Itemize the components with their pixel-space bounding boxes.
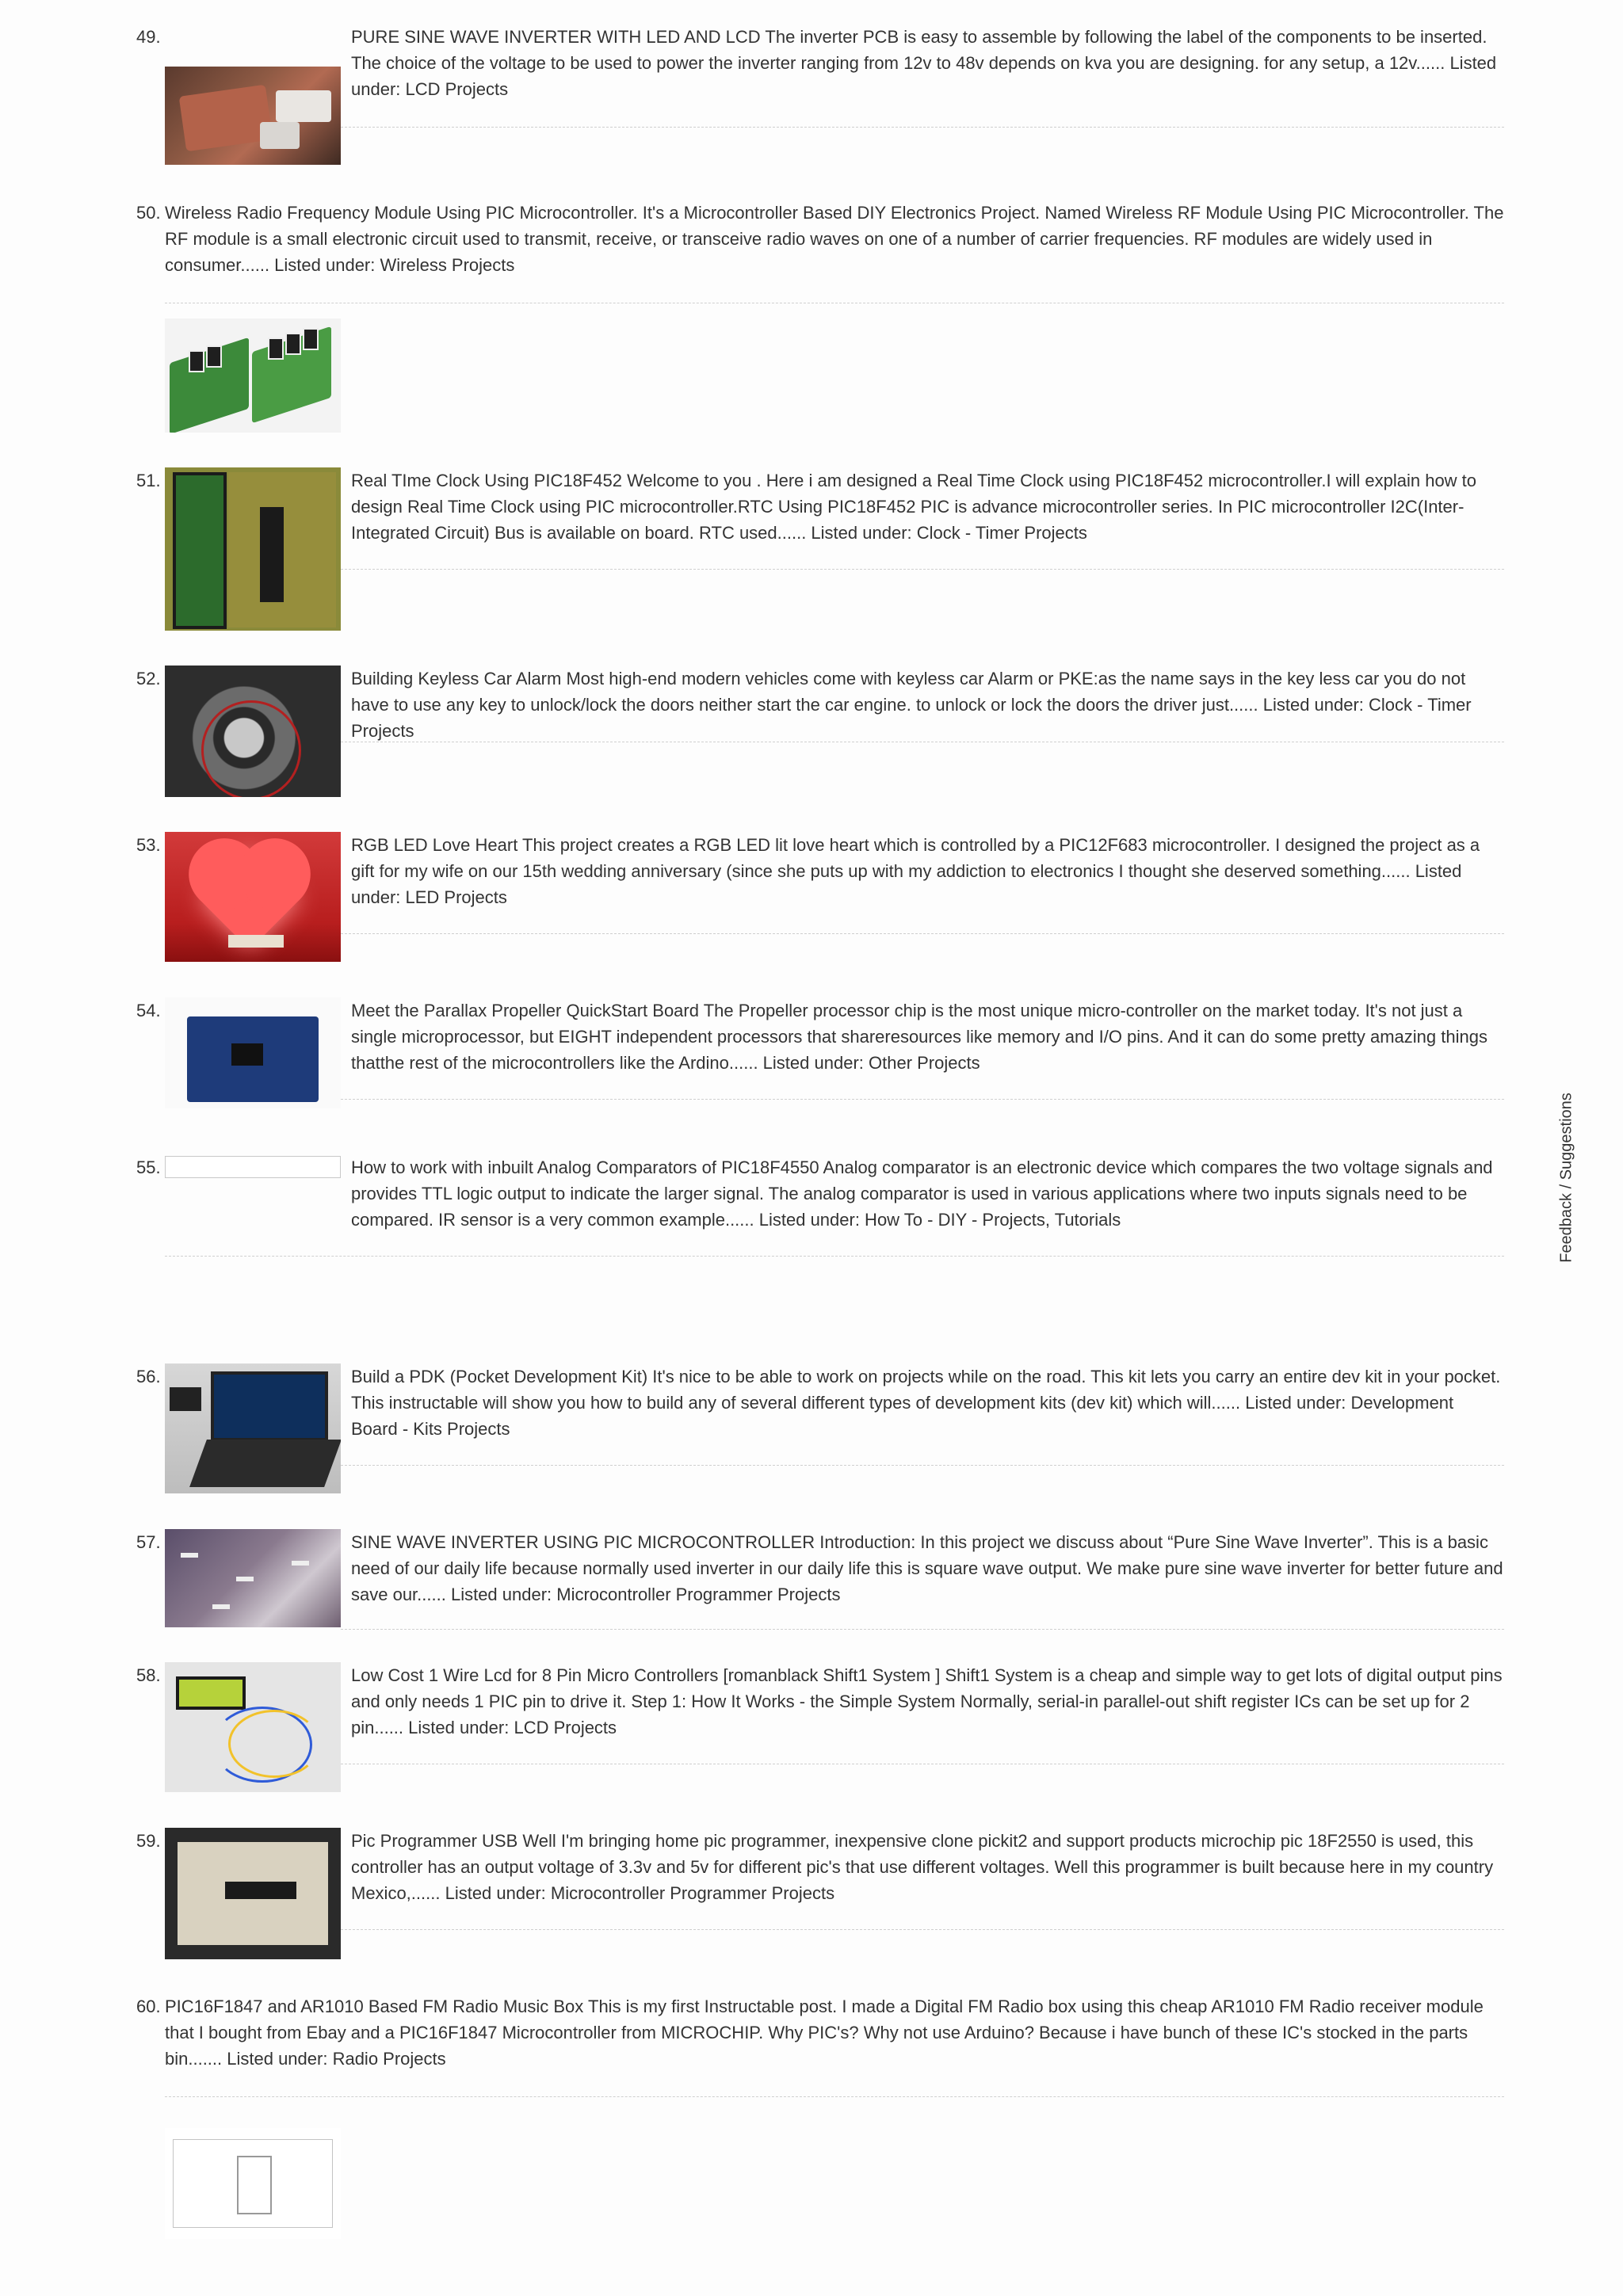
project-description-link[interactable]: Building Keyless Car Alarm Most high-end modern vehicles come with keyless car Alarm or PKE:as the name says in the key less car you do not have to use any key to unlock/lock the doors neither start the car engine. to unlock or lock the doors the driver just...... Listed under: Clock - Timer Projects [351,669,1472,741]
list-item [136,832,1504,967]
feedback-tab[interactable]: Feedback / Suggestions [1557,1093,1575,1263]
item-number: 57. [136,1532,161,1552]
list-item [136,1154,1504,1265]
project-thumbnail[interactable] [165,2128,341,2239]
item-number: 56. [136,1367,161,1386]
list-item [136,1662,1504,1797]
item-divider [165,1256,1504,1257]
item-divider [341,127,1504,128]
project-description-link[interactable]: Real TIme Clock Using PIC18F452 Welcome to you . Here i am designed a Real Time Clock using PIC18F452 microcontroller.I will explain how to design Real Time Clock using PIC microcontroller.RTC Using PIC18F452 PIC is advance microcontroller series. In PIC microcontroller I2C(Inter-Integrated Circuit) Bus is available on board. RTC used...... Listed under: Clock - Timer Projects [351,471,1477,543]
project-thumbnail[interactable] [165,832,341,962]
item-number: 52. [136,669,161,688]
item-number: 53. [136,835,161,855]
project-thumbnail[interactable] [165,1156,341,1178]
item-number: 51. [136,471,161,490]
list-item [136,24,1504,166]
project-thumbnail[interactable] [165,997,341,1108]
list-item [136,1529,1504,1664]
list-item [136,1363,1504,1498]
list-item [136,1993,1504,2239]
project-thumbnail[interactable] [165,67,341,165]
project-thumbnail[interactable] [165,318,341,433]
item-divider [341,1929,1504,1930]
item-number: 55. [136,1158,161,1177]
project-thumbnail[interactable] [165,1662,341,1792]
item-number: 58. [136,1665,161,1685]
project-description-link[interactable]: How to work with inbuilt Analog Comparators of PIC18F4550 Analog comparator is an electronic device which compares the two voltage signals and provides TTL logic output to indicate the larger signal. The analog comparator is used in various applications where two inputs signals need to be compared. IR sensor is a very common example...... Listed under: How To - DIY - Projects, Tutorials [351,1158,1493,1230]
project-description-link[interactable]: Build a PDK (Pocket Development Kit) It's nice to be able to work on projects while on the road. This kit lets you carry an entire dev kit in your pocket. This instructable will show you how to build any of several different types of development kits (dev kit) which will...... Listed under: Development Board - Kits Projects [351,1367,1501,1439]
project-thumbnail[interactable] [165,467,341,631]
project-description-link[interactable]: Low Cost 1 Wire Lcd for 8 Pin Micro Controllers [romanblack Shift1 System ] Shift1 System is a cheap and simple way to get lots of digital output pins and only needs 1 PIC pin to drive it. Step 1: How It Works - the Simple System Normally, serial-in parallel-out shift register ICs can be set up for 2 pin...... Listed under: LCD Projects [351,1665,1503,1737]
project-description-link[interactable]: SINE WAVE INVERTER USING PIC MICROCONTROLLER Introduction: In this project we discuss about “Pure Sine Wave Inverter”. This is a basic need of our daily life because normally used inverter in our daily life this is square wave output. We make pure sine wave inverter for better future and save our...... Listed under: Microcontroller Programmer Projects [351,1532,1503,1604]
list-item [136,1828,1504,1962]
item-divider [165,2096,1504,2097]
list-item [136,467,1504,634]
list-item [136,200,1504,437]
item-divider [341,933,1504,934]
project-thumbnail[interactable] [165,1363,341,1493]
item-number: 49. [136,27,161,47]
project-description-link[interactable]: PURE SINE WAVE INVERTER WITH LED AND LCD The inverter PCB is easy to assemble by following the label of the components to be inserted. The choice of the voltage to be used to power the inverter ranging from 12v to 48v depends on kva you are designing. for any setup, a 12v...... Listed under: LCD Projects [351,27,1497,99]
project-description-link[interactable]: PIC16F1847 and AR1010 Based FM Radio Music Box This is my first Instructable post. I made a Digital FM Radio box using this cheap AR1010 FM Radio receiver module that I bought from Ebay and a PIC16F1847 Microcontroller from MICROCHIP. Why PIC's? Why not use Arduino? Because i have bunch of these IC's stocked in the parts bin....... Listed under: Radio Projects [165,1997,1484,2069]
item-number: 59. [136,1831,161,1851]
project-thumbnail[interactable] [165,1529,341,1627]
project-thumbnail[interactable] [165,666,341,797]
project-description-link[interactable]: Wireless Radio Frequency Module Using PIC Microcontroller. It's a Microcontroller Based DIY Electronics Project. Named Wireless RF Module Using PIC Microcontroller. The RF module is a small electronic circuit used to transmit, receive, or transceive radio waves on one of a number of carrier frequencies. RF modules are widely used in consumer...... Listed under: Wireless Projects [165,203,1504,275]
project-description-link[interactable]: Meet the Parallax Propeller QuickStart Board The Propeller processor chip is the most unique micro-controller on the market today. It's not just a single microprocessor, but EIGHT independent processors that shareresources like memory and I/O pins. And it can do some pretty amazing things thatthe rest of the microcontrollers like the Ardino...... Listed under: Other Projects [351,1001,1487,1073]
project-thumbnail[interactable] [165,1828,341,1959]
item-number: 60. [136,1997,161,2016]
item-divider [341,1465,1504,1466]
item-divider [341,1629,1504,1630]
list-item [136,997,1504,1116]
item-divider [341,569,1504,570]
project-description-link[interactable]: RGB LED Love Heart This project creates a RGB LED lit love heart which is controlled by a PIC12F683 microcontroller. I designed the project as a gift for my wife on our 15th wedding anniversary (since she puts up with my addiction to electronics I thought she deserved something...... Listed under: LED Projects [351,835,1480,907]
list-item [136,666,1504,800]
item-divider [341,1099,1504,1100]
item-number: 50. [136,203,161,223]
project-description-link[interactable]: Pic Programmer USB Well I'm bringing home pic programmer, inexpensive clone pickit2 and support products microchip pic 18F2550 is used, this controller has an output voltage of 3.3v and 5v for different pic's that use different voltages. Well this programmer is built because here in my country Mexico,...... Listed under: Microcontroller Programmer Projects [351,1831,1494,1903]
item-number: 54. [136,1001,161,1020]
